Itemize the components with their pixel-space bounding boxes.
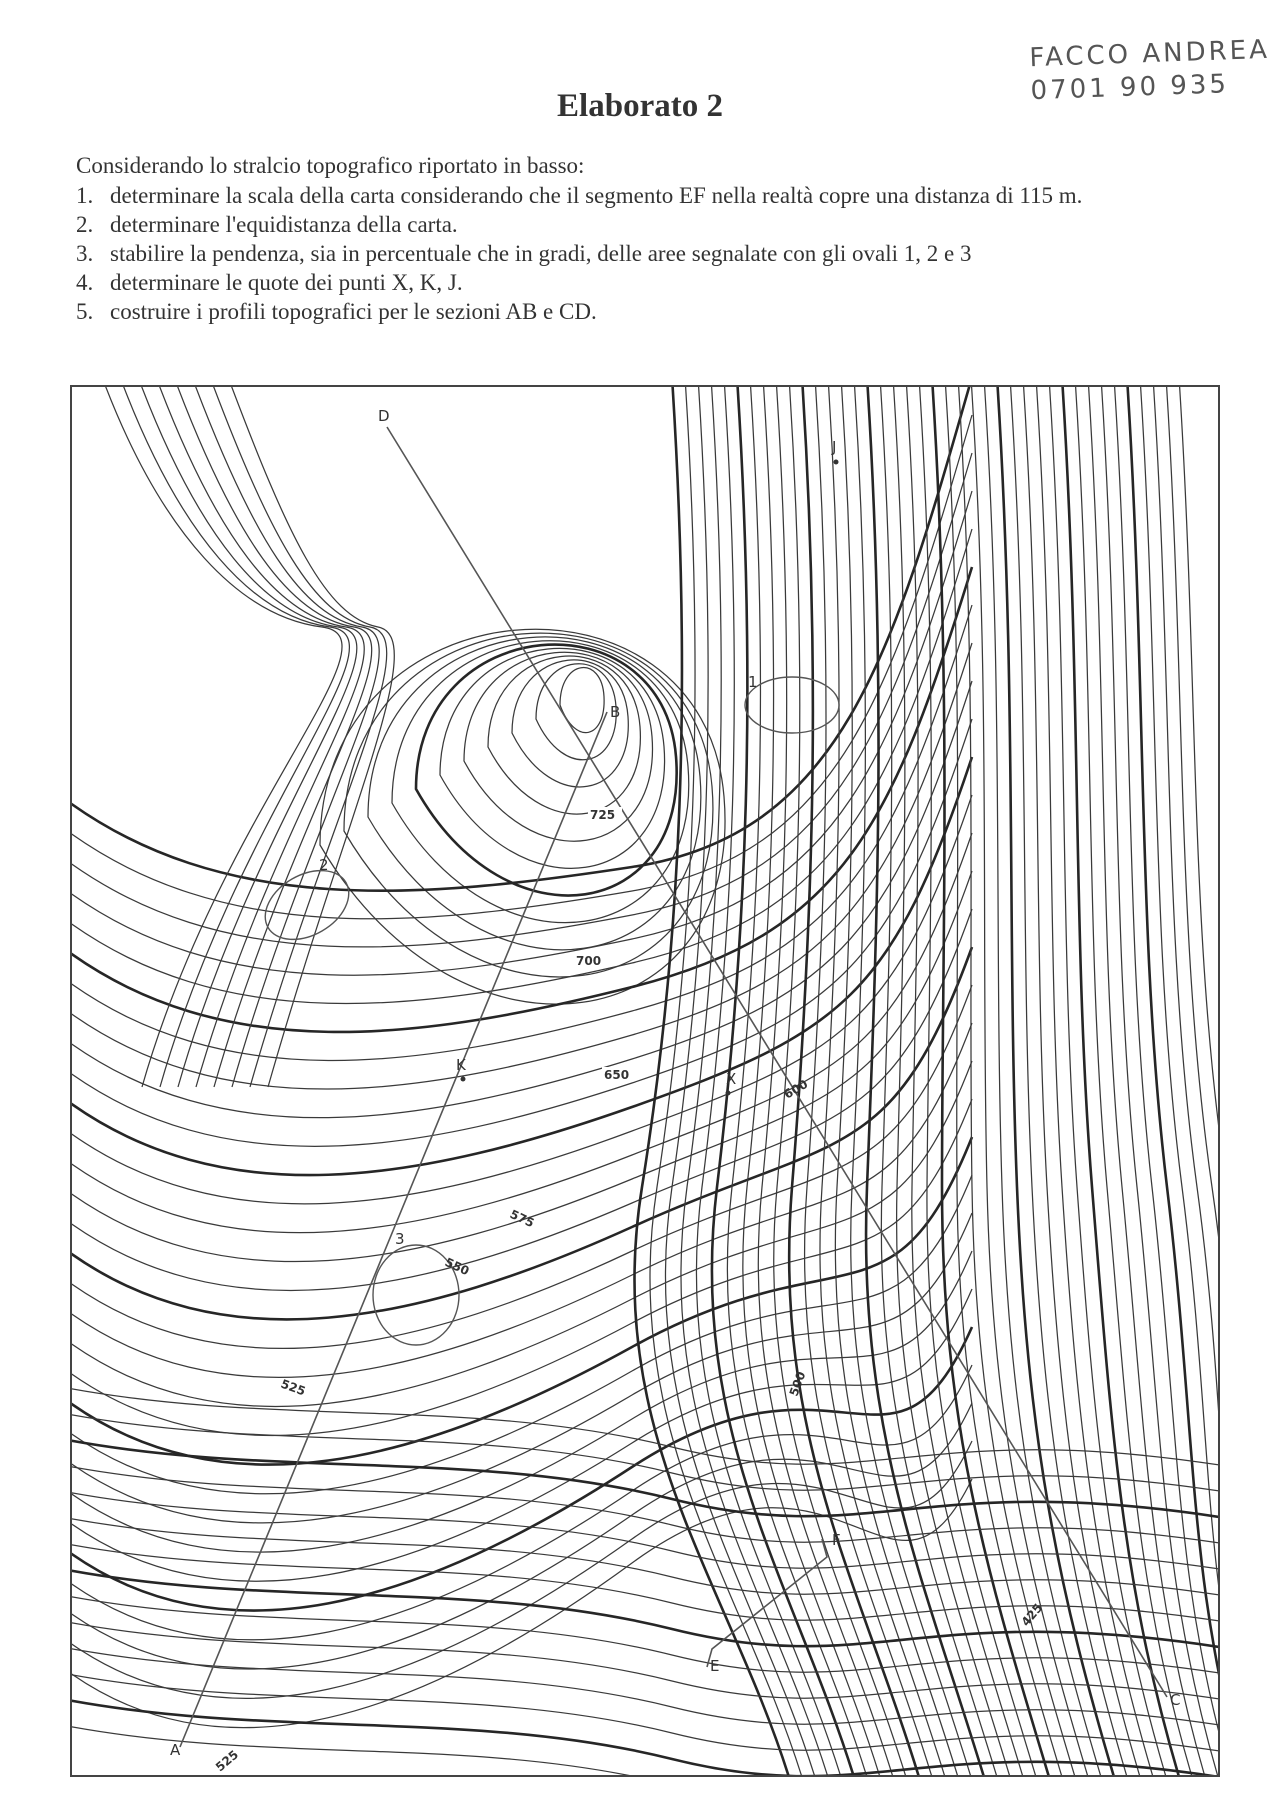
contour-line	[893, 387, 1013, 1777]
contour-line	[72, 1647, 1220, 1727]
point-label-k: K	[456, 1056, 466, 1074]
contour-line	[72, 1413, 1220, 1493]
contour-line	[866, 387, 987, 1777]
contour-label-550: 550	[442, 1255, 472, 1279]
contour-line	[72, 529, 972, 1004]
point-label-f: F	[832, 1531, 841, 1549]
point-x-marker	[726, 1091, 731, 1096]
map-svg	[72, 387, 1220, 1777]
task-item	[76, 181, 1226, 210]
contour-line	[228, 387, 394, 1087]
contour-line	[72, 415, 972, 919]
task-number: 4.	[76, 270, 94, 295]
contour-line	[120, 387, 349, 1087]
task-number: 3.	[76, 241, 94, 266]
task-item	[76, 268, 1226, 297]
contour-line	[72, 1023, 972, 1377]
task-number: 2.	[76, 212, 94, 237]
contour-line	[72, 1699, 1220, 1777]
contour-line	[634, 387, 792, 1777]
contour-line	[192, 387, 379, 1087]
task-number: 5.	[76, 299, 94, 324]
task-text: costruire i profili topografici per le sezioni AB e CD.	[110, 299, 597, 324]
point-label-x: X	[726, 1070, 737, 1088]
contour-line	[156, 387, 364, 1087]
contour-line	[72, 719, 972, 1146]
contour-label-650: 650	[604, 1068, 630, 1082]
contour-line	[72, 1061, 972, 1406]
contour-line	[72, 757, 972, 1175]
oval-label-1: 1	[748, 673, 758, 691]
contour-line	[72, 1365, 972, 1640]
handwritten-id: 0701 90 935	[1030, 68, 1230, 106]
contour-line	[1023, 387, 1143, 1777]
point-label-d: D	[378, 407, 390, 425]
contour-line	[320, 629, 725, 1004]
contour-labels	[213, 807, 1045, 1774]
contour-line	[102, 387, 342, 1087]
contour-line	[536, 664, 616, 760]
contour-label-500: 500	[786, 1369, 809, 1399]
contour-line	[1049, 387, 1169, 1777]
contour-label-575: 575	[507, 1207, 537, 1231]
page-title: Elaborato 2	[557, 88, 723, 124]
task-text: determinare le quote dei punti X, K, J.	[110, 270, 463, 295]
slope-oval-1	[745, 677, 839, 733]
contour-line	[210, 387, 387, 1087]
slope-oval-2	[253, 857, 361, 954]
contour-label-425: 425	[1018, 1600, 1046, 1629]
contour-line	[919, 387, 1039, 1777]
contour-line	[1075, 387, 1195, 1777]
section-line-cd	[387, 427, 1167, 1697]
contour-line	[1140, 387, 1220, 1777]
task-item	[76, 297, 1226, 326]
contour-label-525-bottom: 525	[212, 1747, 242, 1775]
contour-label-725: 725	[590, 808, 616, 822]
contour-lines	[72, 387, 1220, 1777]
point-label-a: A	[170, 1741, 181, 1759]
contour-line	[72, 1327, 972, 1611]
contour-line	[560, 668, 604, 733]
contour-line	[72, 1213, 972, 1523]
point-label-e: E	[710, 1657, 720, 1675]
task-text: determinare la scala della carta considerando che il segmento EF nella realtà copre una distanza di 115 m.	[110, 183, 1083, 208]
oval-label-2: 2	[319, 856, 329, 874]
intro-text: Considerando lo stralcio topografico riportato in basso:	[76, 153, 585, 178]
contour-line	[72, 909, 972, 1290]
point-k-marker	[461, 1077, 466, 1082]
contour-label-700: 700	[576, 954, 602, 968]
contour-line	[72, 567, 972, 1032]
point-j-marker	[834, 460, 839, 465]
contour-label-600: 600	[781, 1076, 811, 1102]
contour-line	[1010, 387, 1130, 1777]
task-text: determinare l'equidistanza della carta.	[110, 212, 458, 237]
contour-line	[1062, 387, 1182, 1777]
contour-line	[72, 871, 972, 1262]
contour-line	[72, 605, 972, 1060]
contour-line	[1153, 387, 1220, 1777]
point-label-b: B	[610, 703, 621, 721]
contour-line	[488, 656, 640, 814]
topographic-map	[70, 385, 1220, 1777]
handwritten-name: FACCO ANDREA	[1028, 34, 1271, 74]
task-item	[76, 210, 1226, 239]
contour-line	[1114, 387, 1220, 1777]
contour-line	[1088, 387, 1208, 1777]
task-list	[76, 181, 1226, 326]
point-label-j: J	[832, 438, 837, 456]
point-label-c: C	[1170, 1691, 1181, 1709]
contour-line	[72, 947, 972, 1319]
contour-line	[932, 387, 1052, 1777]
task-item	[76, 239, 1226, 268]
contour-line	[174, 387, 372, 1087]
task-number: 1.	[76, 183, 94, 208]
contour-label-525: 525	[278, 1376, 308, 1399]
task-text: stabilire la pendenza, sia in percentuale che in gradi, delle aree segnalate con gli ovali 1, 2 e 3	[110, 241, 972, 266]
oval-label-3: 3	[395, 1230, 405, 1248]
